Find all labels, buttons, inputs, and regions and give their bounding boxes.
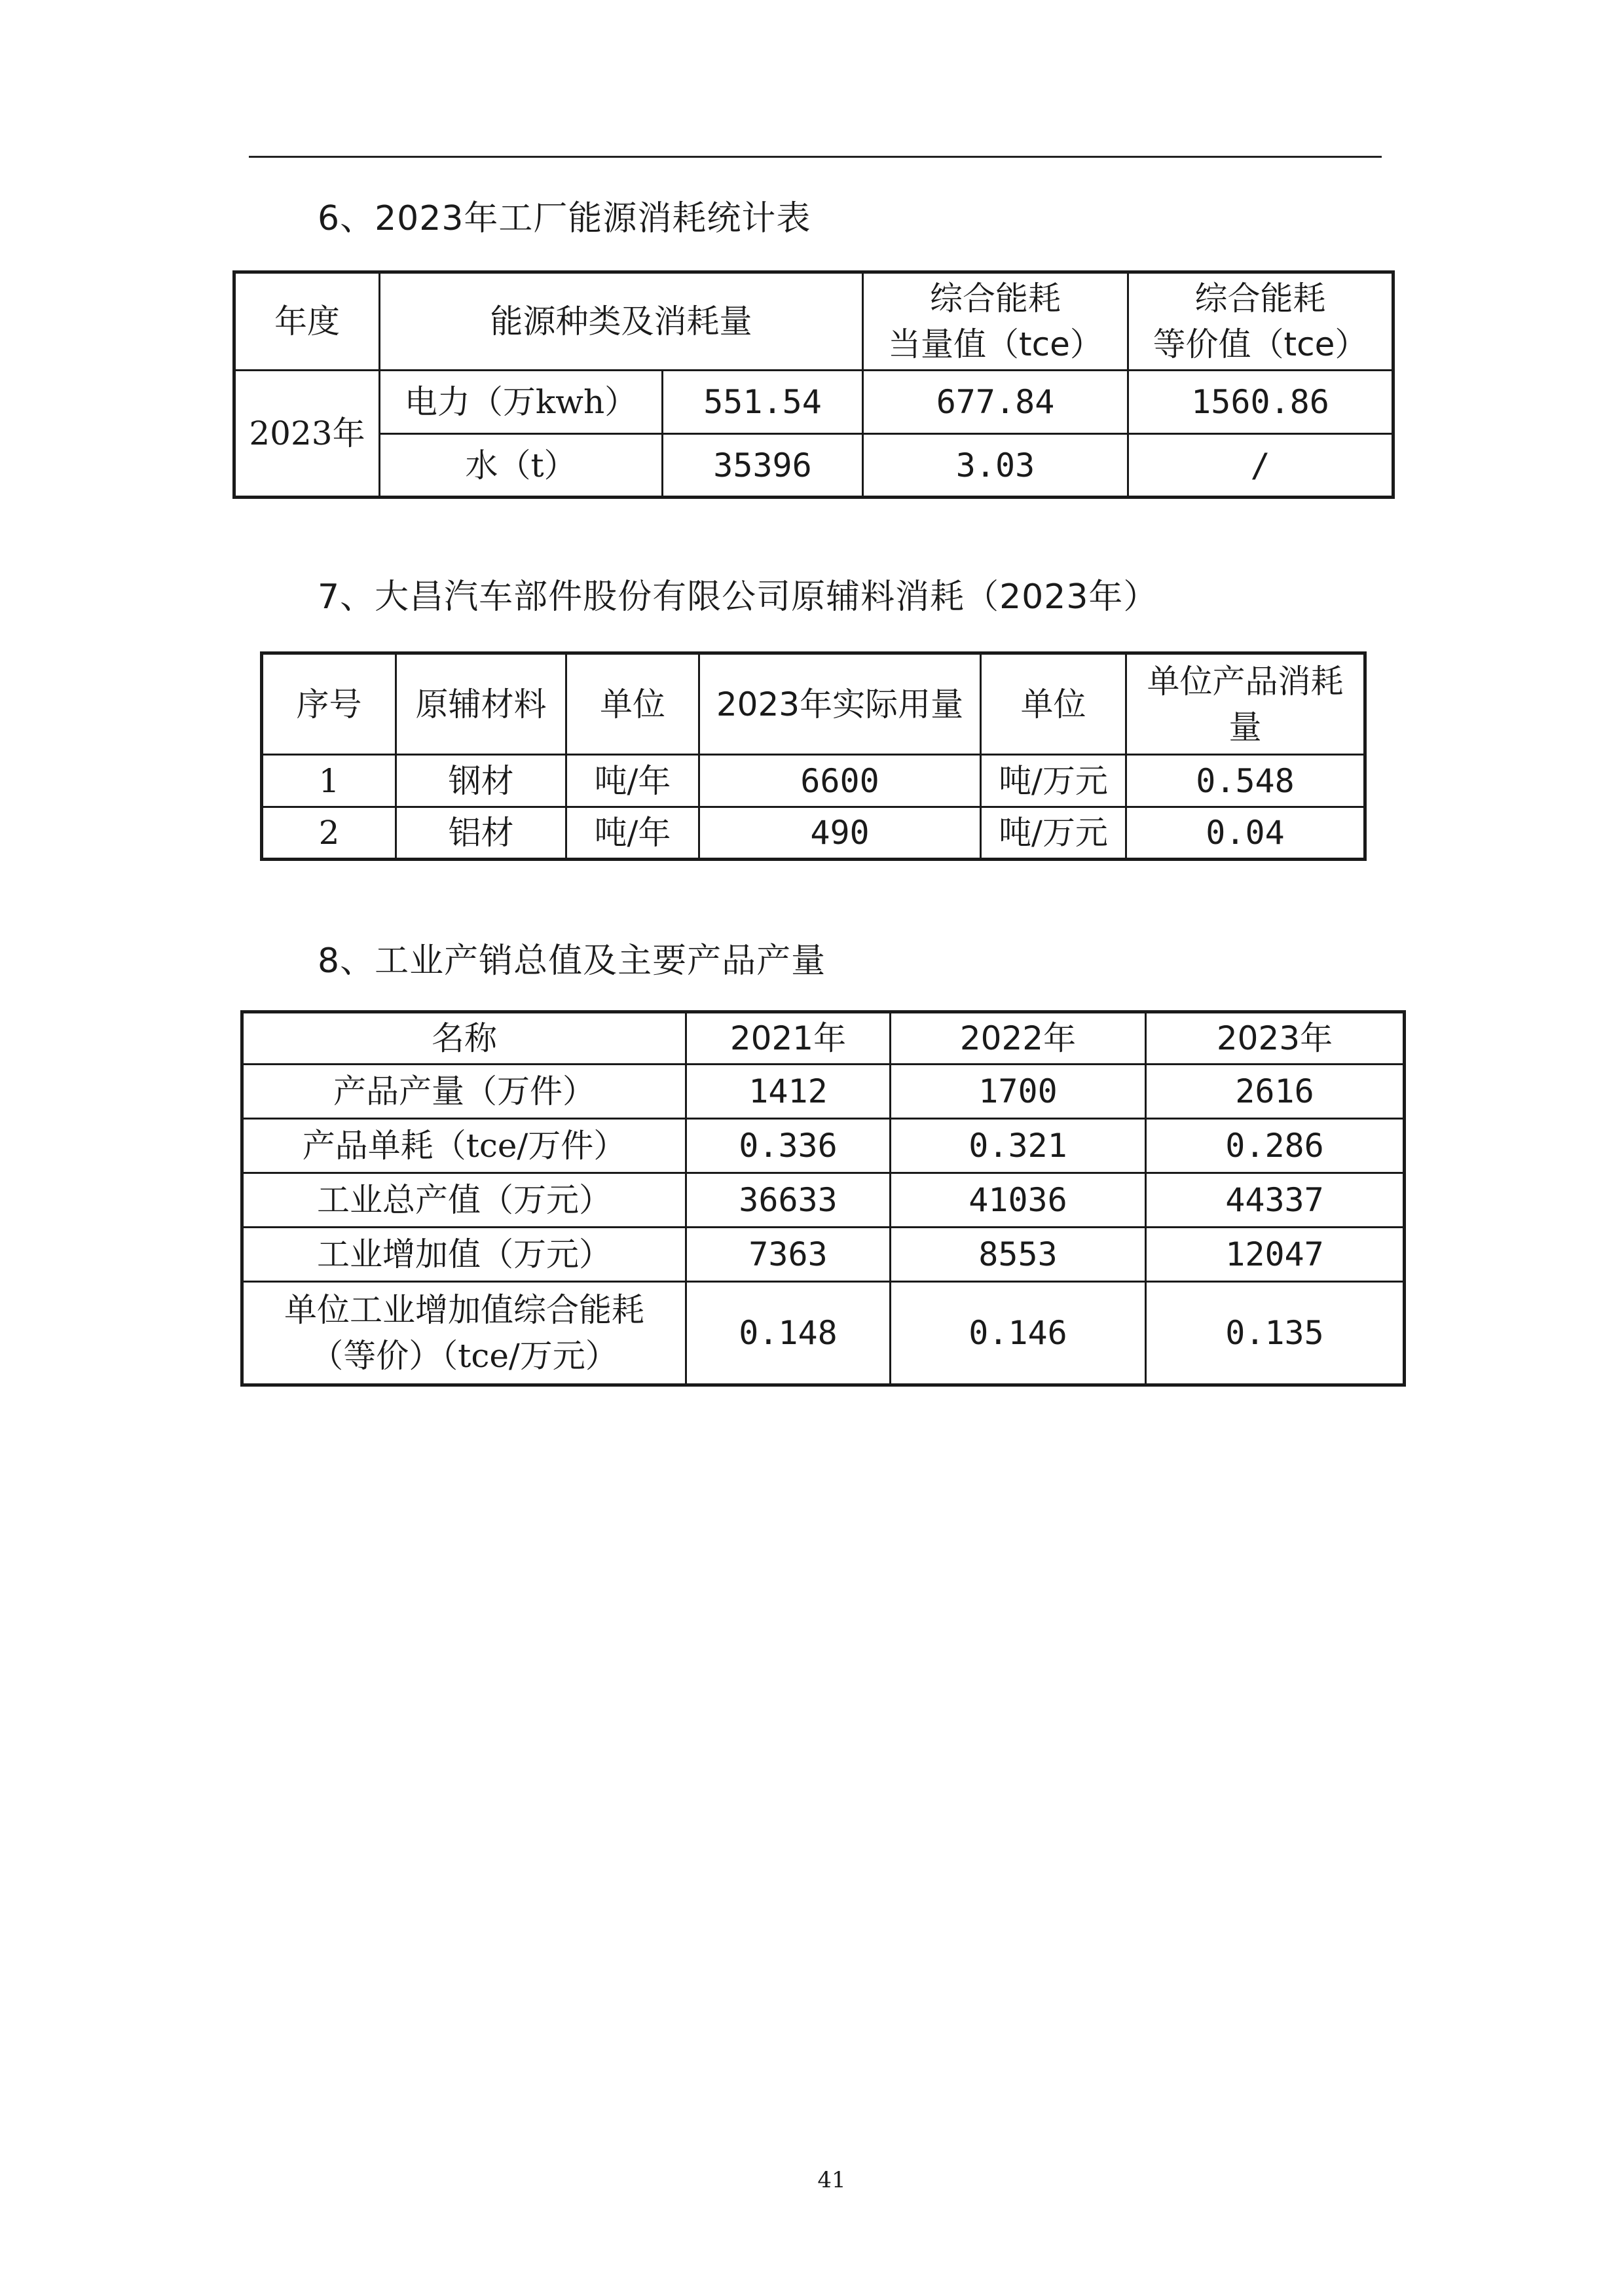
header-name: 名称 (242, 1012, 686, 1065)
unit-cell-2: 吨/万元 (981, 807, 1126, 860)
header-equivalent (863, 272, 1128, 371)
header-unit: 单位 (566, 653, 699, 755)
industrial-output-table (240, 1010, 1406, 1387)
index-cell: 2 (262, 807, 396, 860)
value-2023-cell: 0.135 (1146, 1282, 1405, 1385)
energy-type-cell: 水（t） (380, 434, 663, 498)
header-2022: 2022年 (891, 1012, 1146, 1065)
value-2023-cell: 44337 (1146, 1173, 1405, 1228)
raw-material-table (260, 651, 1367, 861)
usage-cell: 6600 (699, 755, 981, 807)
metric-name-cell: 工业增加值（万元） (242, 1228, 686, 1282)
header-year: 年度 (234, 272, 380, 371)
value-2021-cell: 0.148 (686, 1282, 891, 1385)
value-2022-cell: 41036 (891, 1173, 1146, 1228)
consumption-cell: 0.548 (1126, 755, 1365, 807)
header-rule (249, 156, 1382, 158)
amount-cell: 551.54 (663, 371, 863, 434)
header-material: 原辅材料 (396, 653, 566, 755)
header-unit-consumption (1126, 653, 1365, 755)
metric-name-cell: 工业总产值（万元） (242, 1173, 686, 1228)
unit-cell: 吨/年 (566, 755, 699, 807)
value-2023-cell: 2616 (1146, 1065, 1405, 1119)
unit-cell-2: 吨/万元 (981, 755, 1126, 807)
value-2021-cell: 1412 (686, 1065, 891, 1119)
value-2023-cell: 12047 (1146, 1228, 1405, 1282)
value-2021-cell: 7363 (686, 1228, 891, 1282)
value-2022-cell: 1700 (891, 1065, 1146, 1119)
usage-cell: 490 (699, 807, 981, 860)
value-2021-cell: 0.336 (686, 1119, 891, 1173)
material-cell: 钢材 (396, 755, 566, 807)
page-number: 41 (817, 2167, 846, 2193)
header-equivalent-text: 综合能耗 当量值（tce） (888, 280, 1103, 363)
value-2023-cell: 0.286 (1146, 1119, 1405, 1173)
section7-title: 7、大昌汽车部件股份有限公司原辅料消耗（2023年） (318, 577, 1158, 617)
header-equal-price-text: 综合能耗 等价值（tce） (1153, 280, 1368, 363)
consumption-cell: 0.04 (1126, 807, 1365, 860)
energy-consumption-table (232, 270, 1395, 499)
header-equal-price (1128, 272, 1393, 371)
equal-price-cell: / (1128, 434, 1393, 498)
header-2021: 2021年 (686, 1012, 891, 1065)
header-unit-2: 单位 (981, 653, 1126, 755)
unit-cell: 吨/年 (566, 807, 699, 860)
index-cell: 1 (262, 755, 396, 807)
header-actual-usage: 2023年实际用量 (699, 653, 981, 755)
section6-title: 6、2023年工厂能源消耗统计表 (318, 199, 811, 238)
header-index: 序号 (262, 653, 396, 755)
metric-name-cell: 产品单耗（tce/万件） (242, 1119, 686, 1173)
equal-price-cell: 1560.86 (1128, 371, 1393, 434)
header-2023: 2023年 (1146, 1012, 1405, 1065)
value-2022-cell: 8553 (891, 1228, 1146, 1282)
material-cell: 铝材 (396, 807, 566, 860)
metric-name-text: 单位工业增加值综合能耗 （等价）（tce/万元） (284, 1291, 644, 1375)
header-unit-consumption-text: 单位产品消耗 量 (1147, 662, 1344, 746)
metric-name-cell (242, 1282, 686, 1385)
section8-title: 8、工业产销总值及主要产品产量 (318, 941, 826, 981)
metric-name-cell: 产品产量（万件） (242, 1065, 686, 1119)
amount-cell: 35396 (663, 434, 863, 498)
equivalent-cell: 3.03 (863, 434, 1128, 498)
value-2022-cell: 0.146 (891, 1282, 1146, 1385)
year-cell: 2023年 (234, 371, 380, 498)
equivalent-cell: 677.84 (863, 371, 1128, 434)
energy-type-cell: 电力（万kwh） (380, 371, 663, 434)
value-2021-cell: 36633 (686, 1173, 891, 1228)
value-2022-cell: 0.321 (891, 1119, 1146, 1173)
header-energy-type: 能源种类及消耗量 (380, 272, 863, 371)
